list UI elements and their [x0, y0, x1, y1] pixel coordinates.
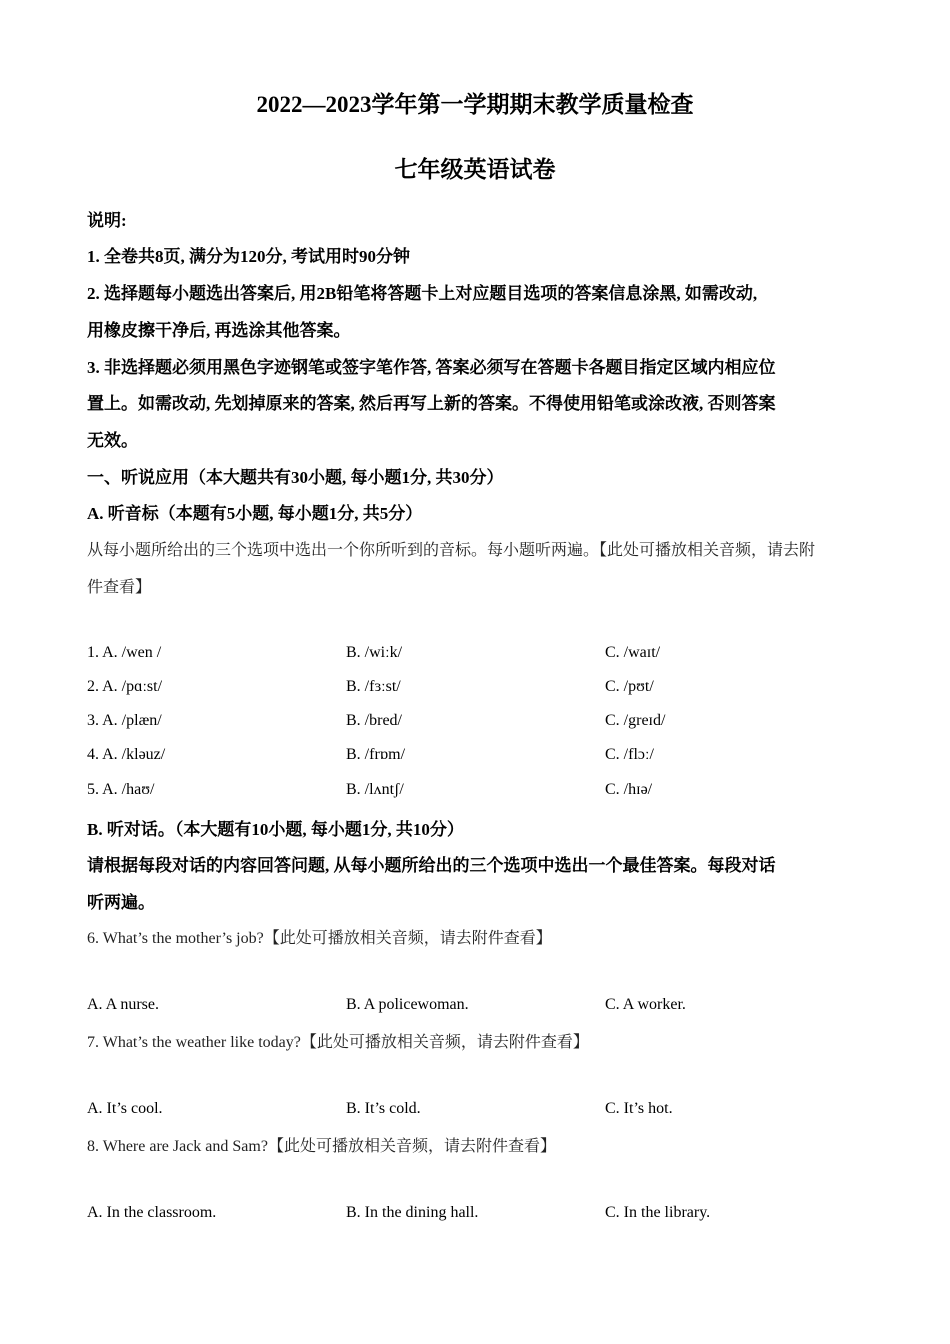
question-stem: 6. What’s the mother’s job?【此处可播放相关音频，请去附件查看】	[87, 930, 552, 947]
part-b-heading: B. 听对话。（本大题有10小题, 每小题1分, 共10分）	[87, 820, 464, 839]
part-a-heading: A. 听音标（本题有5小题, 每小题1分, 共5分）	[87, 504, 423, 523]
option-a: 4. A. /kləuz/	[87, 746, 166, 763]
option-c: C. /pʊt/	[605, 678, 654, 695]
instruction-line: 1. 全卷共8页, 满分为120分, 考试用时90分钟	[87, 247, 410, 266]
option-b: B. /lʌntʃ/	[346, 781, 404, 798]
part-a-instruction: 件查看】	[87, 579, 152, 596]
option-a: 2. A. /pɑːst/	[87, 678, 163, 695]
question-row	[87, 678, 867, 700]
option-c: C. In the library.	[605, 1204, 711, 1221]
option-b: B. It’s cold.	[346, 1100, 421, 1117]
question-row	[87, 746, 867, 768]
option-b: B. In the dining hall.	[346, 1204, 479, 1221]
question-row	[87, 712, 867, 734]
part-b-instruction: 请根据每段对话的内容回答问题, 从每小题所给出的三个选项中选出一个最佳答案。每段对话	[87, 856, 776, 875]
option-c: C. /flɔː/	[605, 746, 654, 763]
instruction-line: 用橡皮擦干净后, 再选涂其他答案。	[87, 321, 351, 340]
option-a: 3. A. /plæn/	[87, 712, 162, 729]
exam-subtitle: 七年级英语试卷	[394, 157, 556, 182]
instruction-line: 无效。	[87, 431, 138, 450]
instruction-line: 2. 选择题每小题选出答案后, 用2B铅笔将答题卡上对应题目选项的答案信息涂黑, 如需改动,	[87, 284, 758, 303]
instruction-line: 3. 非选择题必须用黑色字迹钢笔或签字笔作答, 答案必须写在答题卡各题目指定区域内相应位	[87, 358, 776, 377]
question-row	[87, 644, 867, 666]
option-b: B. A policewoman.	[346, 996, 469, 1013]
option-b: B. /wiːk/	[346, 644, 403, 661]
option-a: A. A nurse.	[87, 996, 159, 1013]
option-a: A. It’s cool.	[87, 1100, 163, 1117]
question-row	[87, 1204, 867, 1226]
part-b-instruction: 听两遍。	[87, 893, 155, 912]
option-c: C. It’s hot.	[605, 1100, 673, 1117]
option-c: C. /greɪd/	[605, 712, 666, 729]
instruction-line: 置上。如需改动, 先划掉原来的答案, 然后再写上新的答案。不得使用铅笔或涂改液, 否则答案	[87, 394, 776, 413]
option-b: B. /bred/	[346, 712, 402, 729]
question-stem: 7. What’s the weather like today?【此处可播放相关音频，请去附件查看】	[87, 1034, 589, 1051]
question-row	[87, 781, 867, 803]
question-row	[87, 1100, 867, 1122]
instructions-heading: 说明:	[87, 211, 127, 230]
option-b: B. /frɒm/	[346, 746, 406, 763]
question-stem: 8. Where are Jack and Sam?【此处可播放相关音频，请去附件查看】	[87, 1138, 556, 1155]
question-row	[87, 996, 867, 1018]
part-a-instruction: 从每小题所给出的三个选项中选出一个你所听到的音标。每小题听两遍。【此处可播放相关音频，请去附	[87, 542, 816, 559]
option-a: A. In the classroom.	[87, 1204, 217, 1221]
option-a: 5. A. /haʊ/	[87, 781, 155, 798]
option-c: C. /hɪə/	[605, 781, 653, 798]
option-a: 1. A. /wen /	[87, 644, 162, 661]
option-b: B. /fɜːst/	[346, 678, 401, 695]
option-c: C. A worker.	[605, 996, 686, 1013]
exam-title: 2022—2023学年第一学期期末教学质量检查	[256, 92, 694, 117]
option-c: C. /waɪt/	[605, 644, 661, 661]
section-heading: 一、听说应用（本大题共有30小题, 每小题1分, 共30分）	[87, 468, 504, 487]
